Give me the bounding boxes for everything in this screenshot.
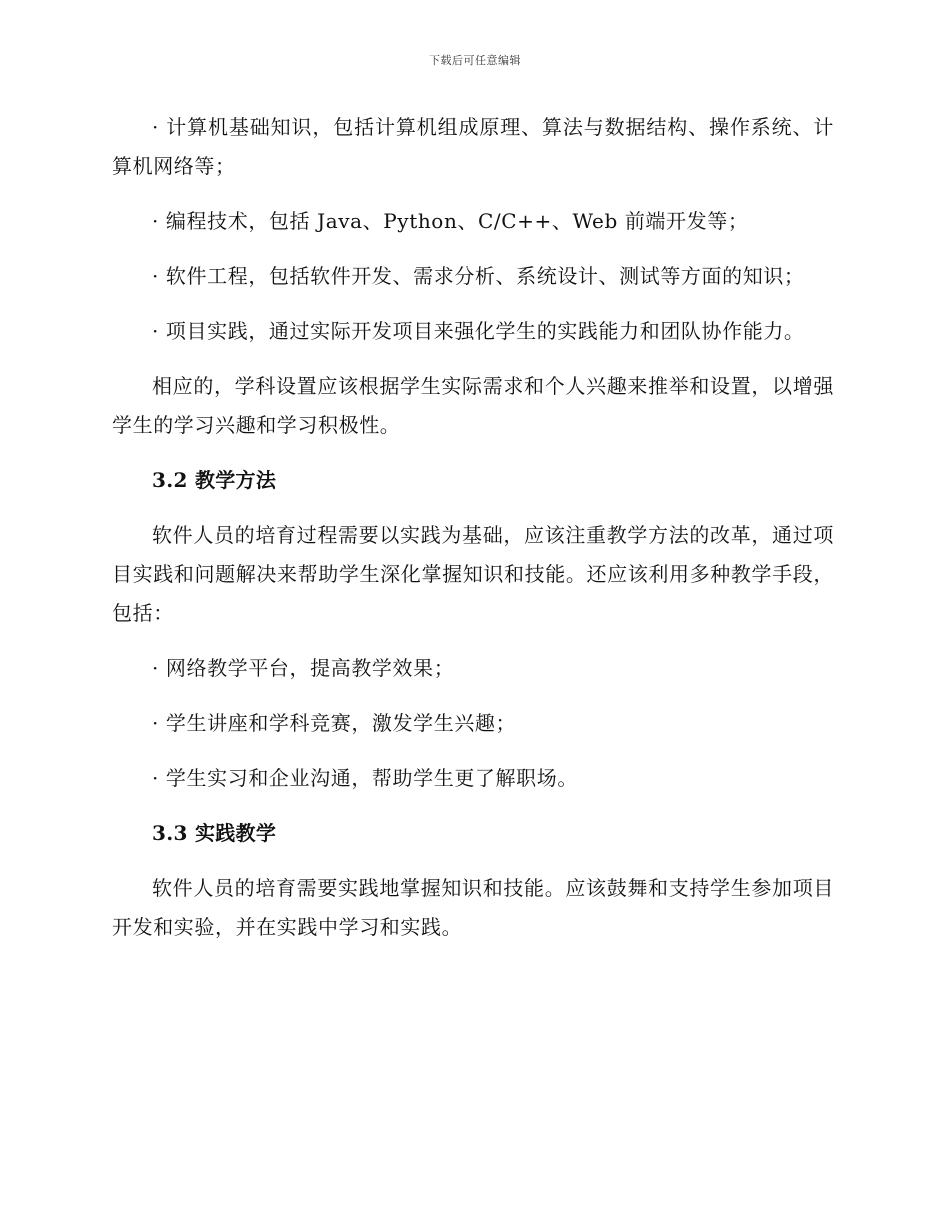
document-body bbox=[112, 108, 834, 963]
bullet-paragraph-internship: · 学生实习和企业沟通，帮助学生更了解职场。 bbox=[152, 766, 578, 790]
bullet-paragraph-software-engineering: · 软件工程，包括软件开发、需求分析、系统设计、测试等方面的知识； bbox=[152, 264, 805, 288]
section-heading-practical-teaching: 3.3 实践教学 bbox=[152, 821, 277, 845]
bullet-paragraph-computer-basics: · 计算机基础知识，包括计算机组成原理、算法与数据结构、操作系统、计算机网络等； bbox=[112, 115, 834, 178]
paragraph-practical-teaching: 软件人员的培育需要实践地掌握知识和技能。应该鼓舞和支持学生参加项目开发和实验，并在实践中学习和实践。 bbox=[112, 876, 834, 939]
page-header-note: 下载后可任意编辑 bbox=[429, 54, 521, 67]
bullet-paragraph-programming: · 编程技术，包括 Java、Python、C/C++、Web 前端开发等； bbox=[152, 209, 749, 233]
section-heading-teaching-methods: 3.2 教学方法 bbox=[152, 468, 277, 492]
bullet-paragraph-lectures-competitions: · 学生讲座和学科竞赛，激发学生兴趣； bbox=[152, 711, 517, 735]
bullet-paragraph-online-platform: · 网络教学平台，提高教学效果； bbox=[152, 656, 455, 680]
paragraph-teaching-methods: 软件人员的培育过程需要以实践为基础，应该注重教学方法的改革，通过项目实践和问题解决来帮助学生深化掌握知识和技能。还应该利用多种教学手段，包括： bbox=[112, 523, 834, 625]
bullet-paragraph-project-practice: · 项目实践，通过实际开发项目来强化学生的实践能力和团队协作能力。 bbox=[152, 319, 805, 343]
paragraph-curriculum-setting: 相应的，学科设置应该根据学生实际需求和个人兴趣来推举和设置，以增强学生的学习兴趣和学习积极性。 bbox=[112, 374, 834, 437]
